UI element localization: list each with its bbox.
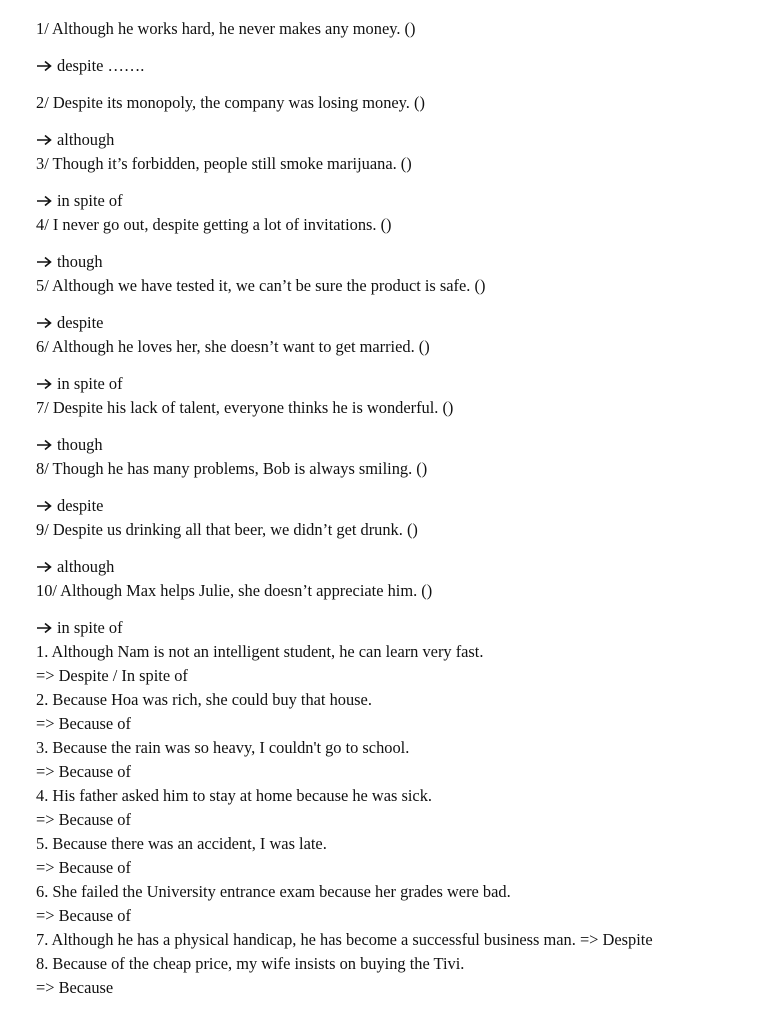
arrow-icon [36, 60, 52, 72]
sentence-1: 1. Although Nam is not an intelligent student, he can learn very fast. [36, 642, 484, 661]
question-1: 1/ Although he works hard, he never makes any money. () [36, 19, 416, 38]
question-10: 10/ Although Max helps Julie, she doesn’t appreciate him. () [36, 581, 433, 600]
answer-keyword: though [57, 435, 103, 454]
rewrite-hint-2: => Because of [36, 714, 131, 733]
arrow-icon [36, 378, 52, 390]
answer-prompt-6 [36, 372, 768, 396]
answer-keyword: although [57, 557, 115, 576]
question-6: 6/ Although he loves her, she doesn’t want to get married. () [36, 337, 430, 356]
question-7: 7/ Despite his lack of talent, everyone thinks he is wonderful. () [36, 398, 454, 417]
rewrite-hint-8: => Because [36, 978, 114, 997]
answer-keyword: in spite of [57, 191, 123, 210]
answer-keyword: although [57, 130, 115, 149]
answer-prompt-8 [36, 494, 768, 518]
arrow-icon [36, 439, 52, 451]
rewrite-hint-4: => Because of [36, 810, 131, 829]
answer-prompt-10 [36, 616, 768, 640]
arrow-icon [36, 561, 52, 573]
answer-keyword: despite ……. [57, 56, 145, 75]
answer-keyword: despite [57, 313, 104, 332]
answer-prompt-1 [36, 54, 768, 78]
rewrite-hint-1: => Despite / In spite of [36, 666, 188, 685]
sentence-8: 8. Because of the cheap price, my wife insists on buying the Tivi. [36, 954, 465, 973]
arrow-icon [36, 134, 52, 146]
sentence-3: 3. Because the rain was so heavy, I couldn't go to school. [36, 738, 410, 757]
answer-prompt-5 [36, 311, 768, 335]
question-4: 4/ I never go out, despite getting a lot of invitations. () [36, 215, 392, 234]
sentence-2: 2. Because Hoa was rich, she could buy that house. [36, 690, 372, 709]
rewrite-hint-5: => Because of [36, 858, 131, 877]
answer-prompt-3 [36, 189, 768, 213]
answer-keyword: despite [57, 496, 104, 515]
answer-keyword: in spite of [57, 374, 123, 393]
question-8: 8/ Though he has many problems, Bob is always smiling. () [36, 459, 428, 478]
arrow-icon [36, 500, 52, 512]
answer-prompt-2 [36, 128, 768, 152]
exercise-2-list [36, 640, 768, 1000]
sentence-4: 4. His father asked him to stay at home because he was sick. [36, 786, 432, 805]
question-2: 2/ Despite its monopoly, the company was losing money. () [36, 93, 425, 112]
answer-prompt-9 [36, 555, 768, 579]
exercise-1-list [36, 17, 768, 640]
sentence-7: 7. Although he has a physical handicap, he has become a successful business man. => Despite [36, 930, 653, 949]
question-3: 3/ Though it’s forbidden, people still smoke marijuana. () [36, 154, 412, 173]
answer-prompt-7 [36, 433, 768, 457]
arrow-icon [36, 317, 52, 329]
answer-prompt-4 [36, 250, 768, 274]
question-9: 9/ Despite us drinking all that beer, we didn’t get drunk. () [36, 520, 418, 539]
arrow-icon [36, 256, 52, 268]
sentence-5: 5. Because there was an accident, I was late. [36, 834, 327, 853]
answer-keyword: though [57, 252, 103, 271]
rewrite-hint-6: => Because of [36, 906, 131, 925]
arrow-icon [36, 195, 52, 207]
question-5: 5/ Although we have tested it, we can’t be sure the product is safe. () [36, 276, 486, 295]
sentence-6: 6. She failed the University entrance exam because her grades were bad. [36, 882, 511, 901]
rewrite-hint-3: => Because of [36, 762, 131, 781]
answer-keyword: in spite of [57, 618, 123, 637]
arrow-icon [36, 622, 52, 634]
